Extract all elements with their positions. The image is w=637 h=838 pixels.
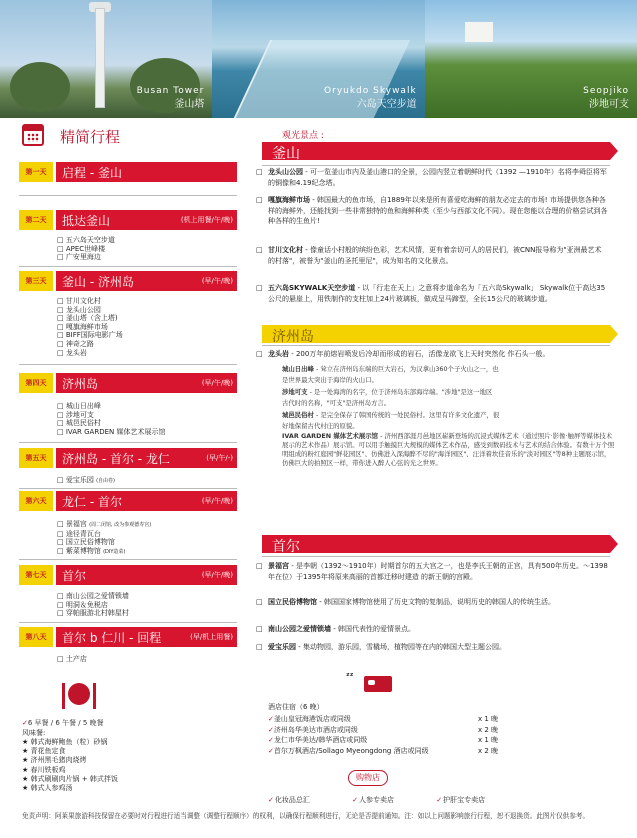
activity-item: □ 神奇之路 bbox=[57, 340, 123, 349]
day-title: 龙仁 - 首尔 bbox=[62, 495, 122, 509]
activity-item: □ 城邑民俗村 bbox=[57, 419, 165, 428]
itinerary-title: 精简行程 bbox=[60, 128, 121, 146]
disclaimer: 免责声明：阿莱果旅游科技保留在必要时对行程进行适当调整（调整行程顺序）的权利，以确保行程顺利进行，无论是否提前通知。注：如以上问题影响旅行行程，恕不退换货。此图片仅供参考。 bbox=[22, 812, 590, 820]
day-1 bbox=[19, 162, 237, 182]
day-meals: (早/机上用餐) bbox=[190, 633, 233, 641]
activity-item: □ 龙头山公园 bbox=[57, 306, 123, 315]
activity-item: □ 五六岛天空步道 bbox=[57, 236, 115, 245]
hotel-item: ✓首尔万枫酒店/Sollago Myeongdong 酒店或同级 x 2 晚 bbox=[268, 746, 498, 755]
meal-icon bbox=[58, 683, 98, 711]
spot-line: 城邑民俗村 - 是完全保存了韩国传统的一处民俗村。这里有许多文化遗产，很 bbox=[282, 410, 500, 419]
activity-item: □ 广安里海边 bbox=[57, 253, 115, 262]
day-8-activities bbox=[57, 655, 87, 664]
day-title: 釜山 - 济州岛 bbox=[62, 275, 134, 289]
seopjiko-photo bbox=[425, 0, 637, 118]
food-item: ★ 韩式刷刷肉片锅 + 韩式拌饭 bbox=[22, 775, 118, 784]
activity-item: □ 景福宫 (周二闭馆, 改为参观德寿宫) bbox=[57, 520, 151, 530]
spot-item: □ 龙头山公园 - 可一览釜山市内及釜山港口的全景，公园内竖立着朝鲜时代（1392 —1910年）名将李舜臣将军的铜像和4.19纪念塔。 bbox=[268, 167, 608, 188]
day-bar bbox=[56, 565, 237, 585]
activity-item: □ IVAR GARDEN 媒体艺术展示馆 bbox=[57, 428, 165, 437]
day-tag: 第五天 bbox=[19, 448, 53, 468]
day-3-activities bbox=[57, 297, 123, 357]
day-bar bbox=[56, 627, 237, 647]
day-title: 启程 - 釜山 bbox=[62, 166, 122, 180]
food-title: 风味餐: bbox=[22, 729, 46, 737]
day-title: 首尔 bbox=[62, 569, 87, 583]
day-7-activities bbox=[57, 592, 129, 618]
spot-item: □ 国立民俗博物馆 - 韩国国家博物馆使用了历史文物的复制品，说明历史的韩国人的传统生活。 bbox=[268, 597, 608, 608]
activity-item: □ 紫菜博物馆 (DIY造菜) bbox=[57, 547, 151, 557]
header-photos bbox=[0, 0, 637, 118]
city-seoul: 首尔 bbox=[262, 535, 610, 553]
calendar-icon bbox=[22, 124, 44, 146]
hotel-list bbox=[268, 714, 498, 756]
spot-item: □ 五六岛SKYWALK天空步道 - 以「行走在天上」之意将步道命名为「五六岛Skywalk」 Skywalk位于高达35公尺的悬崖上，用铁制作的支柱加上24片玻璃板，做成呈马蹄型，全长15公尺的玻璃步道。 bbox=[268, 283, 608, 304]
food-item: ★ 青花鱼定食 bbox=[22, 747, 118, 756]
day-meals: (早/午/晚) bbox=[201, 277, 233, 285]
busan-tower-photo bbox=[0, 0, 212, 118]
activity-item: □ 城山日出峰 bbox=[57, 402, 165, 411]
jeju-extra bbox=[282, 364, 616, 468]
day-6 bbox=[19, 491, 237, 511]
day-3 bbox=[19, 271, 237, 291]
hotel-item: ✓龙仁市华美达/韩华酒店或同级 x 1 晚 bbox=[268, 736, 498, 744]
day-2 bbox=[19, 210, 237, 230]
shop-item: ✓人参专卖店 bbox=[352, 796, 394, 804]
photo-label-zh: 六岛天空步道 bbox=[356, 99, 417, 110]
activity-item: □ 爱宝乐园 (自由卷) bbox=[57, 476, 115, 486]
day-tag: 第六天 bbox=[19, 491, 53, 511]
city-jeju: 济州岛 bbox=[262, 325, 610, 343]
spot-item: □ 甘川文化村 - 像童话小村般的缤纷色彩，艺术风情，更有着亲切可人的居民们，被CNN报导称为"亚洲最艺术的村落"，被誉为"釜山的圣托里尼"，成为知名的文化景点。 bbox=[268, 245, 608, 266]
activity-item: □ 土产店 bbox=[57, 655, 87, 664]
day-bar bbox=[56, 271, 237, 291]
day-tag: 第八天 bbox=[19, 627, 53, 647]
spot-item: □ 嘎旗海鲜市场 - 韩国最大的鱼市场，自1889年以来是所有喜爱吃海鲜的朋友必定去的市场! 市场提供您各种各样的海鲜外，还能找到一些非常独特的鱼和海鲜种类（至少与西部文化不同）。现在您能以合理的价格尝试到各种各样的生鱼片! bbox=[268, 195, 608, 227]
day-bar bbox=[56, 210, 237, 230]
activity-item: □ 甘川文化村 bbox=[57, 297, 123, 306]
day-meals: (机上用餐/午/晚) bbox=[180, 216, 233, 224]
activity-item: □ APEC世峰楼 bbox=[57, 245, 115, 254]
food-item: ★ 春川铁板鸡 bbox=[22, 766, 118, 775]
attractions-heading: 观光景点 : bbox=[282, 131, 324, 141]
day-meals: (早/午/-) bbox=[206, 454, 233, 462]
day-title: 济州岛 - 首尔 - 龙仁 bbox=[62, 452, 170, 466]
day-5 bbox=[19, 448, 237, 468]
day-7 bbox=[19, 565, 237, 585]
meals-summary: ✓6 早餐 / 6 午餐 / 5 晚餐 bbox=[22, 719, 104, 727]
activity-item: □ 明洞＆免税店 bbox=[57, 601, 129, 610]
activity-item: □ 嘎旗海鲜市场 bbox=[57, 323, 123, 332]
bed-icon: ᶻᶻ bbox=[346, 672, 396, 698]
activity-item: □ 南山公园之爱情锁墙 bbox=[57, 592, 129, 601]
shopping-badge: 购物店 bbox=[348, 770, 388, 786]
day-tag: 第七天 bbox=[19, 565, 53, 585]
day-bar bbox=[56, 373, 237, 393]
food-item: ★ 韩式海鲜鲍鱼（粒）砂锅 bbox=[22, 738, 118, 747]
day-title: 抵达釜山 bbox=[62, 214, 111, 228]
skywalk-photo bbox=[212, 0, 424, 118]
day-8 bbox=[19, 627, 237, 647]
day-4-activities bbox=[57, 402, 165, 436]
spot-item: □ 景福宫 - 是李朝（1392～1910年）时期首尔的五大宫之一，也是李氏王朝的正宫，具有500年历史。～1398年在位）于1395年将原来高丽的首都迁移时建造 的新王朝的宫殿。 bbox=[268, 561, 608, 582]
spot-line: 古代时的名称，"可支"是济州岛方言。 bbox=[282, 399, 391, 408]
spot-item: □ 爱宝乐园 - 集动物园，游乐园，雪橇场，植物园等在内的韩国大型主题公园。 bbox=[268, 642, 608, 653]
photo-label-zh: 釜山塔 bbox=[174, 99, 205, 110]
day-tag: 第三天 bbox=[19, 271, 53, 291]
day-4 bbox=[19, 373, 237, 393]
hotel-item: ✓济州岛华美达市酒店或同级 x 2 晚 bbox=[268, 725, 498, 734]
food-item: ★ 韩式人参鸡汤 bbox=[22, 784, 118, 793]
day-meals: (早/午/晚) bbox=[201, 379, 233, 387]
photo-label-zh: 涉地可支 bbox=[588, 99, 629, 110]
day-meals: (早/午/晚) bbox=[201, 571, 233, 579]
photo-label-en: Seopjiko bbox=[583, 86, 629, 96]
activity-item: □ 国立民俗博物馆 bbox=[57, 538, 151, 547]
spot-line: 是世界最大突出于海岸的火山口。 bbox=[282, 376, 378, 385]
day-5-activities bbox=[57, 476, 115, 486]
photo-label-en: Oryukdo Skywalk bbox=[324, 86, 417, 96]
hotel-title: 酒店住宿（6 晚） bbox=[268, 703, 324, 711]
activity-item: □ 釜山塔（含上塔) bbox=[57, 314, 123, 323]
day-meals: (早/午/晚) bbox=[201, 497, 233, 505]
activity-item: □ 穿帕服游北村韩屋村 bbox=[57, 609, 129, 618]
day-tag: 第一天 bbox=[19, 162, 53, 182]
day-bar bbox=[56, 162, 237, 182]
day-title: 济州岛 bbox=[62, 377, 99, 391]
spot-item: □ 南山公园之爱情锁墙 - 韩国代表性的爱情景点。 bbox=[268, 624, 608, 635]
spot-line: 涉地可支 - 是一处海湾的名字，位于济州岛东部海岸端。"涉地"是这一地区 bbox=[282, 387, 493, 396]
spot-line: 好地保留古代村庄的原貌。 bbox=[282, 422, 359, 431]
shop-item: ✓护肝宝专卖店 bbox=[436, 796, 486, 804]
day-tag: 第二天 bbox=[19, 210, 53, 230]
shop-item: ✓化妆品总汇 bbox=[268, 796, 310, 804]
day-6-activities bbox=[57, 520, 151, 556]
spot-item: □ 龙头岩 - 200万年前熔岩喷发后冷却而形成的岩石，活像龙欲飞上天时突然化 作石头一般。 bbox=[268, 349, 608, 360]
activity-item: □ 途径青瓦台 bbox=[57, 530, 151, 539]
activity-item: □ 涉地可支 bbox=[57, 411, 165, 420]
food-list bbox=[22, 738, 118, 793]
city-busan: 釜山 bbox=[262, 142, 610, 160]
spot-line: IVAR GARDEN 媒体艺术展示馆 - 济州西部涯月邑地区崭新登场的沉浸式媒体艺术（通过照片·影像·触屏等媒体技术展示的艺术作品）展示馆。可以用手触摸巨大规模的媒体艺术作品，感受到数码技术与艺术的结合体验。有数十万个照明组成的粉红庭园"鲜花园区"、仿佛进入深海醉不尽的"海洋园区"、汪洋着坎佳音乐的"淡对园区"等8种主题展示馆，仿佛巨大的拍照区一样，带你进入醉人心弦的光之世界。 bbox=[282, 432, 615, 468]
photo-label-en: Busan Tower bbox=[136, 86, 205, 96]
hotel-item: ✓釜山皇冠海港饭店或同级 x 1 晚 bbox=[268, 715, 498, 723]
food-item: ★ 济州黑毛猪肉烧烤 bbox=[22, 756, 118, 765]
activity-item: □ 龙头岩 bbox=[57, 349, 123, 358]
activity-item: □ BIFF国际电影广场 bbox=[57, 331, 123, 340]
day-tag: 第四天 bbox=[19, 373, 53, 393]
day-bar bbox=[56, 491, 237, 511]
day-bar bbox=[56, 448, 237, 468]
day-title: 首尔 b 仁川 - 回程 bbox=[62, 631, 162, 645]
spot-line: 城山日出峰 - 耸立在济州岛东端的巨大岩石，为汉拿山360个子火山之一，也 bbox=[282, 365, 499, 373]
day-2-activities bbox=[57, 236, 115, 262]
shop-list bbox=[268, 795, 525, 805]
